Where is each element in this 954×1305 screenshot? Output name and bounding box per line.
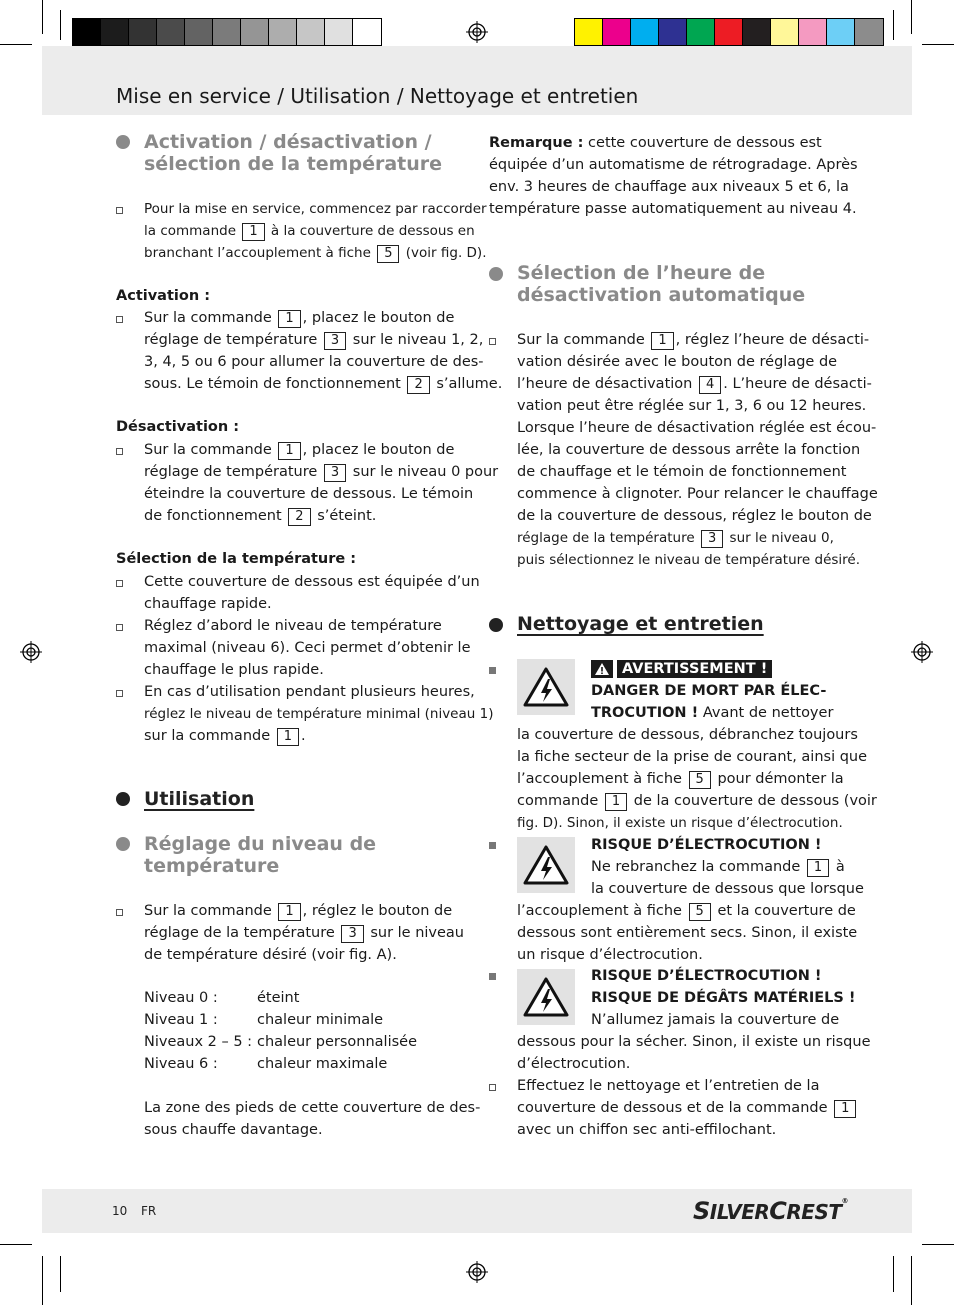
heading-heure: désactivation automatique xyxy=(517,284,806,306)
text-line: réglage de température 3 sur le niveau 0 pour xyxy=(144,464,499,480)
text-line: la commande 1 à la couverture de dessous en xyxy=(144,223,475,239)
page-number: 10 xyxy=(112,1204,128,1218)
text-line: température passe automatiquement au niveau 4. xyxy=(489,201,857,217)
grayscale-swatch-strip xyxy=(72,18,382,46)
color-swatch xyxy=(213,19,241,45)
level-value: chaleur minimale xyxy=(257,1012,384,1028)
crop-mark xyxy=(0,44,32,45)
text-line: Sur la commande 1 , placez le bouton de xyxy=(144,442,455,458)
text-line: Sur la commande 1 , placez le bouton de xyxy=(144,310,455,326)
crop-mark xyxy=(911,1256,912,1305)
heading-nettoyage: Nettoyage et entretien xyxy=(517,613,764,635)
crop-mark xyxy=(893,1256,894,1292)
level-label: Niveau 1 : xyxy=(144,1012,218,1028)
text-line: puis sélectionnez le niveau de température désiré. xyxy=(517,552,861,568)
heading-reglage: Réglage du niveau de xyxy=(144,833,377,855)
text-line: Ne rebranchez la commande 1 à xyxy=(591,859,845,875)
text-line: l’heure de désactivation 4 . L’heure de désacti- xyxy=(517,376,872,392)
registration-mark-icon xyxy=(20,641,42,663)
warning-label-text: AVERTISSEMENT ! xyxy=(617,660,772,678)
text-line: lée, la couverture de dessous arrête la fonction xyxy=(517,442,861,458)
crop-mark xyxy=(42,0,43,34)
electric-hazard-icon xyxy=(517,659,575,715)
text-line: maximal (niveau 6). Ceci permet d’obtenir le xyxy=(144,640,471,656)
text-line: vation peut être réglée sur 1, 3, 6 ou 12 heures. xyxy=(517,398,867,414)
registration-mark-icon xyxy=(911,641,933,663)
text-line: Sur la commande 1 , réglez l’heure de désacti- xyxy=(517,332,870,348)
text-line: sur la commande 1 . xyxy=(144,728,306,744)
crop-mark xyxy=(60,1256,61,1292)
square-bullet xyxy=(489,667,496,674)
text-line: Cette couverture de dessous est équipée d’un xyxy=(144,574,480,590)
warning-triangle-icon xyxy=(591,660,613,678)
color-swatch xyxy=(575,19,603,45)
text-line: Remarque : cette couverture de dessous est xyxy=(489,135,822,151)
square-bullet xyxy=(489,842,496,849)
color-swatch xyxy=(73,19,101,45)
text-line: chauffage rapide. xyxy=(144,596,272,612)
text-line: env. 3 heures de chauffage aux niveaux 5 et 6, la xyxy=(489,179,849,195)
text-line: N’allumez jamais la couverture de xyxy=(591,1012,840,1028)
text-line: RISQUE DE DÉGÂTS MATÉRIELS ! xyxy=(591,990,856,1006)
text-line: branchant l’accouplement à fiche 5 (voir fig. D). xyxy=(144,245,487,261)
text-line: réglez le niveau de température minimal (niveau 1) xyxy=(144,706,494,722)
section-bullet xyxy=(116,135,130,149)
text-line: Pour la mise en service, commencez par raccorder xyxy=(144,201,487,217)
text-line: chauffage le plus rapide. xyxy=(144,662,324,678)
text-line: Sur la commande 1 , réglez le bouton de xyxy=(144,903,453,919)
text-line: réglage de la température 3 sur le niveau 0, xyxy=(517,530,834,546)
text-line: équipée d’un automatisme de rétrogradage. Après xyxy=(489,157,858,173)
color-swatch xyxy=(603,19,631,45)
warning-label xyxy=(591,660,772,678)
checkbox-bullet xyxy=(116,316,123,323)
level-label: Niveau 6 : xyxy=(144,1056,218,1072)
checkbox-bullet xyxy=(116,448,123,455)
text-line: de température désiré (voir fig. A). xyxy=(144,947,397,963)
color-swatch-strip xyxy=(574,18,884,46)
square-bullet xyxy=(489,973,496,980)
text-line: RISQUE D’ÉLECTROCUTION ! xyxy=(591,968,822,984)
text-line: commence à clignoter. Pour relancer le chauffage xyxy=(517,486,878,502)
heading-activation: sélection de la température xyxy=(144,153,443,175)
checkbox-bullet xyxy=(116,909,123,916)
text-line: couverture de dessous et de la commande 1 xyxy=(517,1097,858,1119)
crop-mark xyxy=(922,44,954,45)
text-line: l’accouplement à fiche 5 et la couverture de xyxy=(517,903,856,919)
text-line: Effectuez le nettoyage et l’entretien de la xyxy=(517,1078,820,1094)
level-value: éteint xyxy=(257,990,300,1006)
text-line: En cas d’utilisation pendant plusieurs heures, xyxy=(144,684,475,700)
heading-activation: Activation / désactivation / xyxy=(144,131,432,153)
text-line: vation désirée avec le bouton de réglage de xyxy=(517,354,838,370)
electric-hazard-icon xyxy=(517,837,575,893)
crop-mark xyxy=(893,10,894,40)
crop-mark xyxy=(911,0,912,34)
checkbox-bullet xyxy=(116,207,123,214)
color-swatch xyxy=(325,19,353,45)
crop-mark xyxy=(42,1256,43,1305)
section-bullet xyxy=(489,618,503,632)
text-line: sous. Le témoin de fonctionnement 2 s’allume. xyxy=(144,376,503,392)
text-line: dessous pour la sécher. Sinon, il existe un risque xyxy=(517,1034,871,1050)
text-line: de la couverture de dessous, réglez le bouton de xyxy=(517,508,872,524)
text-line: commande 1 de la couverture de dessous (voir xyxy=(517,793,877,809)
text-line: TROCUTION ! Avant de nettoyer xyxy=(591,705,834,721)
text-line: réglage de température 3 sur le niveau 1, 2, xyxy=(144,332,484,348)
heading-reglage: température xyxy=(144,855,280,877)
level-label: Niveaux 2 – 5 : xyxy=(144,1034,253,1050)
color-swatch xyxy=(129,19,157,45)
color-swatch xyxy=(715,19,743,45)
text-line: l’accouplement à fiche 5 pour démonter la xyxy=(517,771,844,787)
heading-heure: Sélection de l’heure de xyxy=(517,262,766,284)
text-line: sous chauffe davantage. xyxy=(144,1122,323,1138)
registration-mark-icon xyxy=(466,21,488,43)
text-line: la couverture de dessous que lorsque xyxy=(591,881,864,897)
color-swatch xyxy=(631,19,659,45)
electric-hazard-icon xyxy=(517,969,575,1025)
text-line: de fonctionnement 2 s’éteint. xyxy=(144,508,377,524)
checkbox-bullet xyxy=(489,338,496,345)
page-title: Mise en service / Utilisation / Nettoyage et entretien xyxy=(116,84,639,108)
text-line: fig. D). Sinon, il existe un risque d’électrocution. xyxy=(517,815,843,831)
color-swatch xyxy=(855,19,883,45)
color-swatch xyxy=(771,19,799,45)
color-swatch xyxy=(269,19,297,45)
text-line: un risque d’électrocution. xyxy=(517,947,703,963)
text-line: de chauffage et le témoin de fonctionnement xyxy=(517,464,847,480)
level-label: Niveau 0 : xyxy=(144,990,218,1006)
subheading-activation: Activation : xyxy=(116,288,210,304)
subheading-selection: Sélection de la température : xyxy=(116,551,357,567)
crop-mark xyxy=(922,1244,954,1245)
text-line: Réglez d’abord le niveau de température xyxy=(144,618,442,634)
text-line: RISQUE D’ÉLECTROCUTION ! xyxy=(591,837,822,853)
color-swatch xyxy=(743,19,771,45)
level-value: chaleur maximale xyxy=(257,1056,388,1072)
text-line: dessous sont entièrement secs. Sinon, il existe xyxy=(517,925,858,941)
text-line: DANGER DE MORT PAR ÉLEC- xyxy=(591,683,827,699)
text-line: d’électrocution. xyxy=(517,1056,631,1072)
text-line: la fiche secteur de la prise de courant, ainsi que xyxy=(517,749,868,765)
color-swatch xyxy=(687,19,715,45)
text-line: réglage de la température 3 sur le niveau xyxy=(144,925,464,941)
level-value: chaleur personnalisée xyxy=(257,1034,417,1050)
color-swatch xyxy=(827,19,855,45)
checkbox-bullet xyxy=(116,624,123,631)
color-swatch xyxy=(659,19,687,45)
checkbox-bullet xyxy=(489,1084,496,1091)
section-bullet xyxy=(116,792,130,806)
crop-mark xyxy=(60,10,61,40)
section-bullet xyxy=(489,267,503,281)
checkbox-bullet xyxy=(116,690,123,697)
registration-mark-icon xyxy=(466,1261,488,1283)
text-line: la couverture de dessous, débranchez toujours xyxy=(517,727,858,743)
color-swatch xyxy=(241,19,269,45)
crop-mark xyxy=(0,1244,32,1245)
text-line: avec un chiffon sec anti-effilochant. xyxy=(517,1122,777,1138)
text-line: La zone des pieds de cette couverture de des- xyxy=(144,1100,481,1116)
text-line: 3, 4, 5 ou 6 pour allumer la couverture de des- xyxy=(144,354,484,370)
text-line: éteindre la couverture de dessous. Le témoin xyxy=(144,486,474,502)
color-swatch xyxy=(185,19,213,45)
checkbox-bullet xyxy=(116,580,123,587)
heading-utilisation: Utilisation xyxy=(144,788,255,810)
color-swatch xyxy=(297,19,325,45)
color-swatch xyxy=(353,19,381,45)
section-bullet xyxy=(116,837,130,851)
subheading-desactivation: Désactivation : xyxy=(116,419,240,435)
language-code: FR xyxy=(141,1204,157,1218)
brand-logo: SILVERCREST® xyxy=(693,1197,849,1225)
color-swatch xyxy=(157,19,185,45)
text-line: Lorsque l’heure de désactivation réglée est écou- xyxy=(517,420,877,436)
color-swatch xyxy=(799,19,827,45)
color-swatch xyxy=(101,19,129,45)
